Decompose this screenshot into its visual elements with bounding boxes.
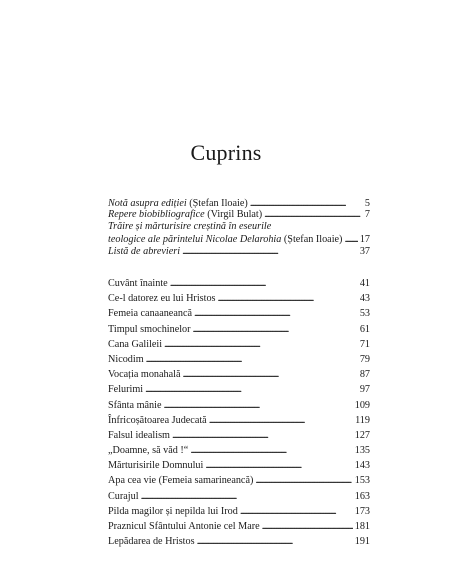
dot-leader <box>183 369 358 381</box>
dot-leader <box>172 430 353 442</box>
page-number: 119 <box>355 414 370 426</box>
dot-leader <box>205 460 352 472</box>
toc-entry[interactable] <box>108 278 370 293</box>
dot-leader <box>190 445 352 457</box>
toc-entry[interactable] <box>108 491 370 506</box>
entry-title-italic: Notă asupra ediției <box>108 198 187 209</box>
toc-entry[interactable] <box>108 415 370 430</box>
entry-title-italic: Repere biobibliografice <box>108 209 205 221</box>
dot-leader <box>164 339 358 351</box>
page-number: 153 <box>354 475 370 487</box>
entry-title: Cuvânt înainte <box>108 278 168 289</box>
entry-title: Felurimi <box>108 384 144 396</box>
dot-leader <box>197 536 353 548</box>
toc-entry[interactable] <box>108 521 370 536</box>
entry-title-italic: teologice ale părintelui Nicolae Delarohia <box>108 233 282 245</box>
toc-entry[interactable] <box>108 198 370 209</box>
dot-leader <box>194 308 358 320</box>
entry-title: Curajul <box>108 490 139 502</box>
page-number: 181 <box>354 521 370 532</box>
entry-title-author: (Ștefan Iloaie) <box>281 233 343 245</box>
front-matter-list <box>108 198 370 257</box>
toc-entry[interactable] <box>108 445 370 460</box>
entry-title: Vocația monahală <box>108 369 181 381</box>
dot-leader <box>344 234 357 246</box>
dot-leader <box>163 400 352 412</box>
entry-title-author: (Virgil Bulat) <box>204 209 263 221</box>
entry-title: Sfânta mânie <box>108 399 162 411</box>
page-number: 173 <box>354 505 370 517</box>
entry-title-line2 <box>108 234 342 246</box>
entry-title: Lepădarea de Hristos <box>108 536 195 548</box>
entry-title-italic: Listă de abrevieri <box>108 245 181 257</box>
toc-entry[interactable] <box>108 460 370 475</box>
page-number: 87 <box>359 369 370 381</box>
page-number: 163 <box>354 490 370 502</box>
page-number: 41 <box>359 278 370 289</box>
entry-title: Mărturisirile Domnului <box>108 460 204 472</box>
dot-leader <box>141 491 353 503</box>
entry-title: Timpul smochinelor <box>108 323 191 335</box>
page-number: 53 <box>359 308 370 320</box>
page-number: 143 <box>354 460 370 472</box>
entry-title: Pilda magilor și nepilda lui Irod <box>108 505 238 517</box>
page-number: 7 <box>364 209 370 221</box>
page-number: 191 <box>354 536 370 548</box>
dot-leader <box>170 278 358 290</box>
page-number: 79 <box>359 353 370 365</box>
entry-title: „Doamne, să văd !“ <box>108 445 189 457</box>
entry-title-author: (Ștefan Iloaie) <box>186 198 248 209</box>
toc-entry[interactable] <box>108 324 370 339</box>
dot-leader <box>209 415 353 427</box>
dot-leader <box>146 354 358 366</box>
page-number: 71 <box>359 338 370 350</box>
page-title: Cuprins <box>190 140 262 165</box>
toc-entry[interactable] <box>108 339 370 354</box>
toc-entry[interactable] <box>108 506 370 521</box>
entry-title: Falsul idealism <box>108 429 170 441</box>
toc-entry[interactable] <box>108 354 370 369</box>
page-number: 43 <box>359 293 370 305</box>
entry-title: Cana Galileii <box>108 338 163 350</box>
dot-leader <box>145 384 358 396</box>
toc-entry[interactable] <box>108 293 370 308</box>
entry-title: Ce-l datorez eu lui Hristos <box>108 293 216 305</box>
toc-entry[interactable] <box>108 384 370 399</box>
page-number: 135 <box>354 445 370 457</box>
page-number: 37 <box>359 245 370 257</box>
entry-title: Praznicul Sfântului Antonie cel Mare <box>108 521 260 532</box>
dot-leader <box>182 246 358 258</box>
dot-leader <box>262 521 353 533</box>
entry-title: Nicodim <box>108 353 144 365</box>
entry-title: Înfricoșătoarea Judecată <box>108 414 207 426</box>
page-number: 109 <box>354 399 370 411</box>
dot-leader <box>193 324 358 336</box>
toc-entry[interactable] <box>108 536 370 551</box>
toc-entry[interactable] <box>108 400 370 415</box>
dot-leader <box>255 475 352 487</box>
entry-title: Apa cea vie (Femeia samarineancă) <box>108 475 254 487</box>
toc-entry[interactable] <box>108 308 370 323</box>
page-number: 127 <box>354 429 370 441</box>
entry-title <box>108 246 180 258</box>
toc-entry[interactable] <box>108 246 370 257</box>
entry-title: Femeia canaaneancă <box>108 308 192 320</box>
toc-entry[interactable] <box>108 220 370 245</box>
page-number: 17 <box>359 233 370 245</box>
dot-leader <box>240 506 353 518</box>
toc-entry[interactable] <box>108 369 370 384</box>
toc-entry[interactable] <box>108 430 370 445</box>
chapter-list <box>108 278 370 551</box>
entry-title-line1 <box>108 221 370 233</box>
dot-leader <box>218 293 358 305</box>
page-number: 97 <box>359 384 370 396</box>
page-number: 5 <box>364 198 370 209</box>
toc-entry[interactable] <box>108 209 370 220</box>
toc-entry[interactable] <box>108 475 370 490</box>
page-number: 61 <box>359 323 370 335</box>
entry-title-italic: Trăire și mărturisire creștină în eseurile <box>108 221 272 233</box>
